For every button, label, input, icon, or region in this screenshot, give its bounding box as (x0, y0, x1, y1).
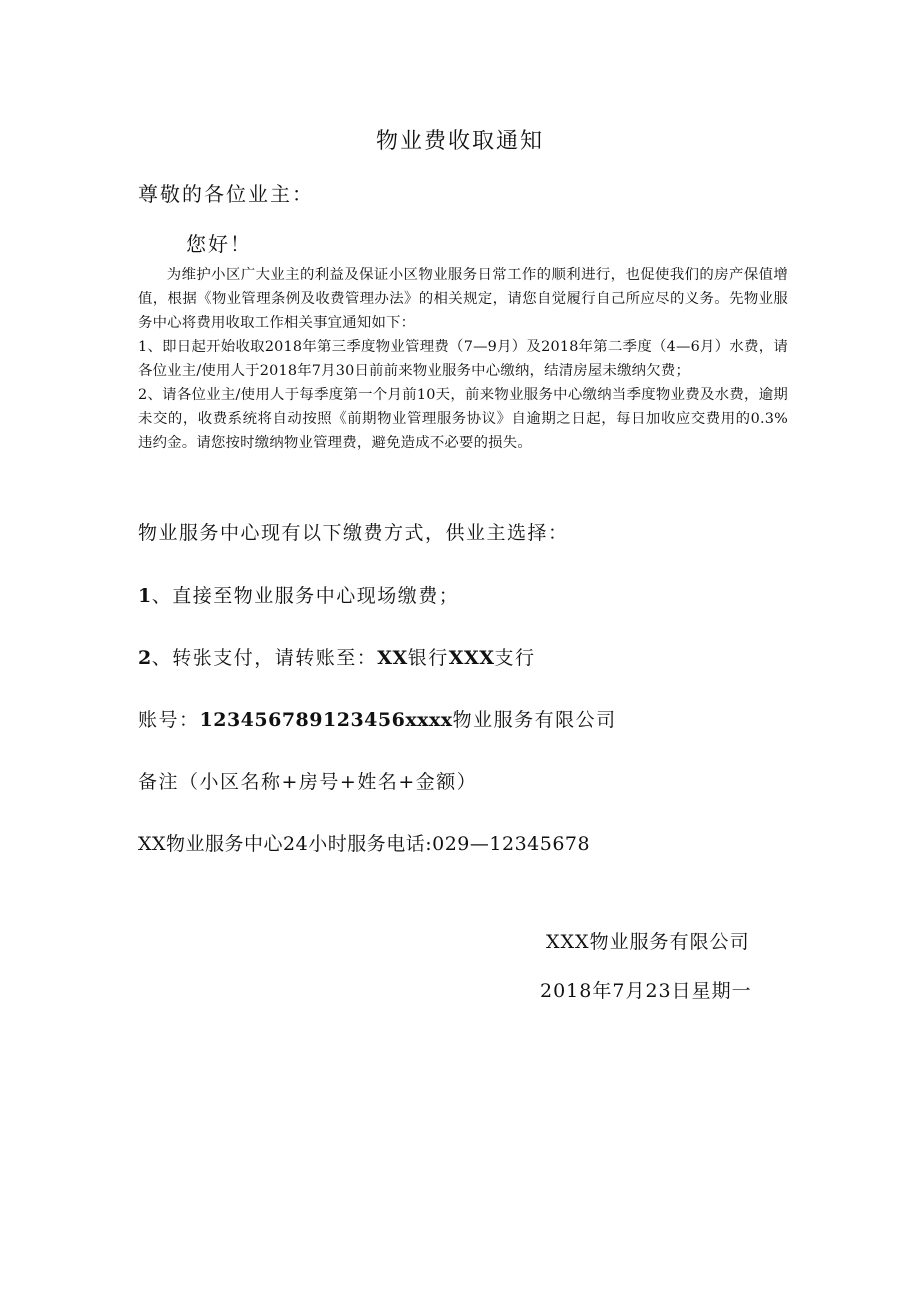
notice-item-2: 2、请各位业主/使用人于每季度第一个月前10天，前来物业服务中心缴纳当季度物业费及水费，逾期未交的，收费系统将自动按照《前期物业管理服务协议》自逾期之日起，每日加收应交费用的0.3%违约金。请您按时缴纳物业管理费，避免造成不必要的损失。 (138, 387, 788, 451)
hotline: XX物业服务中心24小时服务电话:029—12345678 (138, 833, 591, 855)
remark: 备注（小区名称+房号+姓名+金额） (138, 771, 478, 793)
method-2-text: 、转张支付，请转账至： (151, 647, 378, 669)
notice-body (138, 263, 788, 455)
payment-method-1 (138, 581, 459, 608)
salutation: 尊敬的各位业主： (138, 182, 314, 206)
method-1-number: 1 (138, 585, 152, 607)
page-title: 物业费收取通知 (375, 129, 544, 154)
intro-paragraph: 为维护小区广大业主的利益及保证小区物业服务日常工作的顺利进行，也促使我们的房产保值增值，根据《物业管理条例及收费管理办法》的相关规定，请您自觉履行自己所应尽的义务。先物业服务中心将费用收取工作相关事宜通知如下： (138, 267, 788, 331)
signature-company: XXX物业服务有限公司 (546, 931, 750, 953)
signature-date: 2018年7月23日星期一 (540, 980, 752, 1002)
branch-name: XXX (448, 647, 495, 669)
notice-item-1: 1、即日起开始收取2018年第三季度物业管理费（7—9月）及2018年第二季度（4—6月）水费，请各位业主/使用人于2018年7月30日前前来物业服务中心缴纳，结清房屋未缴纳欠费； (138, 339, 788, 379)
payment-intro: 物业服务中心现有以下缴费方式，供业主选择： (138, 522, 569, 544)
method-1-text: 、直接至物业服务中心现场缴费； (151, 585, 460, 607)
account-name: 物业服务有限公司 (452, 709, 617, 731)
bank-name: XX (377, 647, 408, 669)
greeting: 您好！ (186, 232, 252, 256)
method-2-number: 2 (138, 647, 152, 669)
branch-label: 支行 (494, 647, 536, 669)
account-line (138, 705, 617, 732)
bank-label: 银行 (407, 647, 449, 669)
account-number: 123456789123456xxxx (199, 709, 453, 731)
account-label: 账号： (138, 709, 200, 731)
payment-method-2 (138, 643, 536, 670)
